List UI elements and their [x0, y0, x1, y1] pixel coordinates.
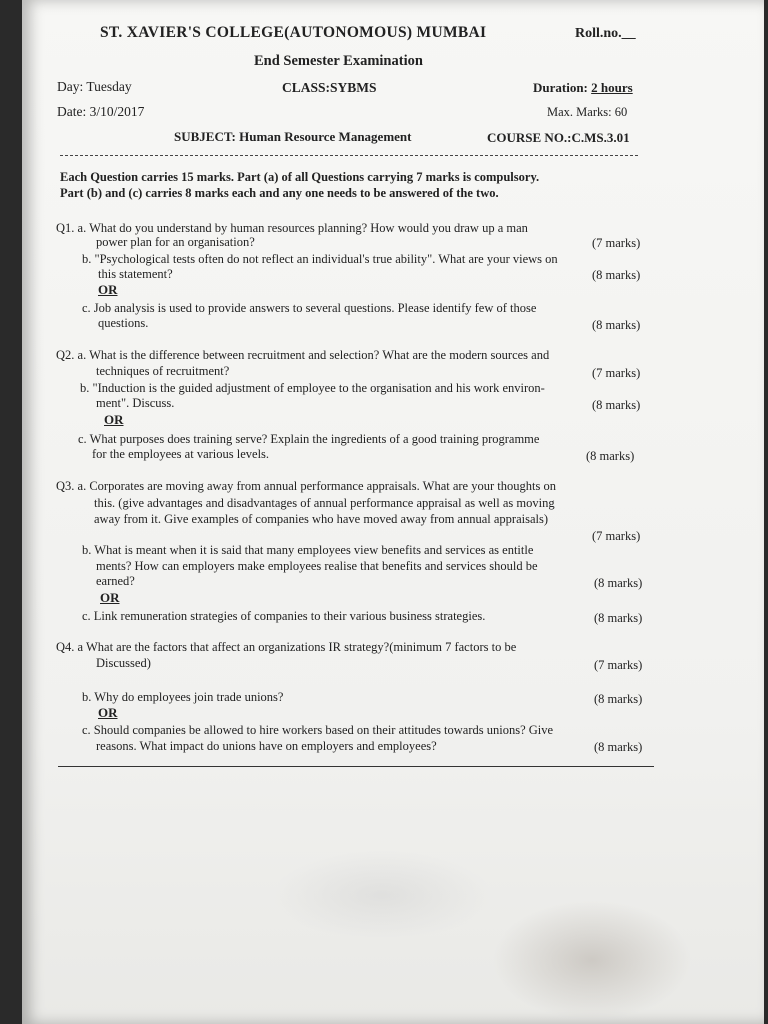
- class-name: CLASS:SYBMS: [282, 80, 377, 95]
- subject: SUBJECT: Human Resource Management: [174, 129, 412, 144]
- q2-c-marks: (8 marks): [586, 449, 635, 463]
- max-marks: Max. Marks: 60: [547, 105, 628, 119]
- q3-a-line1: Q3. a. Corporates are moving away from annual performance appraisals. What are your thoughts on: [56, 479, 556, 493]
- q3-a-line2: this. (give advantages and disadvantages of annual performance appraisal as well as moving: [94, 496, 555, 510]
- q1-b-line1: b. "Psychological tests often do not reflect an individual's true ability". What are your views on: [82, 252, 558, 266]
- q3-b-marks: (8 marks): [594, 576, 643, 590]
- instruction-line-2: Part (b) and (c) carries 8 marks each and any one needs to be answered of the two.: [60, 186, 499, 200]
- bottom-rule: [58, 766, 654, 767]
- q3-b-line2: ments? How can employers make employees realise that benefits and services should be: [96, 559, 538, 573]
- q1-a-line2: power plan for an organisation?: [96, 235, 255, 249]
- q1-b-line2: this statement?: [98, 267, 173, 281]
- exam-title: End Semester Examination: [254, 53, 423, 69]
- q3-b-line3: earned?: [96, 574, 135, 588]
- q2-a-line1: Q2. a. What is the difference between recruitment and selection? What are the modern sources and: [56, 348, 550, 362]
- college-name: ST. XAVIER'S COLLEGE(AUTONOMOUS) MUMBAI: [100, 24, 487, 41]
- course-number: COURSE NO.:C.MS.3.01: [487, 130, 630, 145]
- q1-c-line1: c. Job analysis is used to provide answers to several questions. Please identify few of those: [82, 301, 537, 315]
- q2-b-marks: (8 marks): [592, 398, 641, 412]
- q4-b-line1: b. Why do employees join trade unions?: [82, 690, 284, 704]
- paper-stain: [492, 900, 692, 1020]
- q2-or: OR: [104, 412, 124, 427]
- q4-c-marks: (8 marks): [594, 740, 643, 754]
- q3-b-line1: b. What is meant when it is said that many employees view benefits and services as entitle: [82, 543, 534, 557]
- exam-day: Day: Tuesday: [57, 79, 132, 94]
- instruction-line-1: Each Question carries 15 marks. Part (a) of all Questions carrying 7 marks is compulsory.: [60, 170, 540, 184]
- roll-number: Roll.no.__: [575, 26, 636, 41]
- q2-b-line1: b. "Induction is the guided adjustment of employee to the organisation and his work environ-: [80, 381, 545, 395]
- q3-c-marks: (8 marks): [594, 611, 643, 625]
- q4-or: OR: [98, 705, 118, 720]
- q4-a-line2: Discussed): [96, 656, 151, 670]
- q3-c-line1: c. Link remuneration strategies of companies to their various business strategies.: [82, 609, 486, 623]
- q4-a-line1: Q4. a What are the factors that affect an organizations IR strategy?(minimum 7 factors to be: [56, 640, 517, 654]
- q1-c-marks: (8 marks): [592, 318, 641, 332]
- q2-c-line1: c. What purposes does training serve? Explain the ingredients of a good training programme: [78, 432, 540, 446]
- q1-or: OR: [98, 282, 118, 297]
- q3-a-line3: away from it. Give examples of companies who have moved away from annual appraisals): [94, 512, 549, 526]
- q2-a-line2: techniques of recruitment?: [96, 364, 230, 378]
- q4-c-line1: c. Should companies be allowed to hire workers based on their attitudes towards unions? Give: [82, 723, 554, 737]
- q1-a-line1: Q1. a. What do you understand by human resources planning? How would you draw up a man: [56, 221, 528, 235]
- q4-a-marks: (7 marks): [594, 658, 643, 672]
- duration-label: Duration:: [533, 80, 592, 95]
- q1-c-line2: questions.: [98, 316, 149, 330]
- exam-date: Date: 3/10/2017: [57, 104, 145, 119]
- q2-c-line2: for the employees at various levels.: [92, 447, 270, 461]
- q4-c-line2: reasons. What impact do unions have on employers and employees?: [96, 739, 437, 753]
- q4-b-marks: (8 marks): [594, 692, 643, 706]
- q2-a-marks: (7 marks): [592, 366, 641, 380]
- q1-a-marks: (7 marks): [592, 236, 641, 250]
- q3-a-marks: (7 marks): [592, 529, 641, 543]
- exam-paper: [22, 0, 764, 1024]
- paper-smudge: [272, 850, 492, 940]
- dashed-divider: [60, 155, 638, 156]
- q3-or: OR: [100, 590, 120, 605]
- q1-b-marks: (8 marks): [592, 268, 641, 282]
- duration: [533, 80, 633, 96]
- q2-b-line2: ment". Discuss.: [96, 396, 175, 410]
- duration-value: 2 hours: [591, 80, 633, 95]
